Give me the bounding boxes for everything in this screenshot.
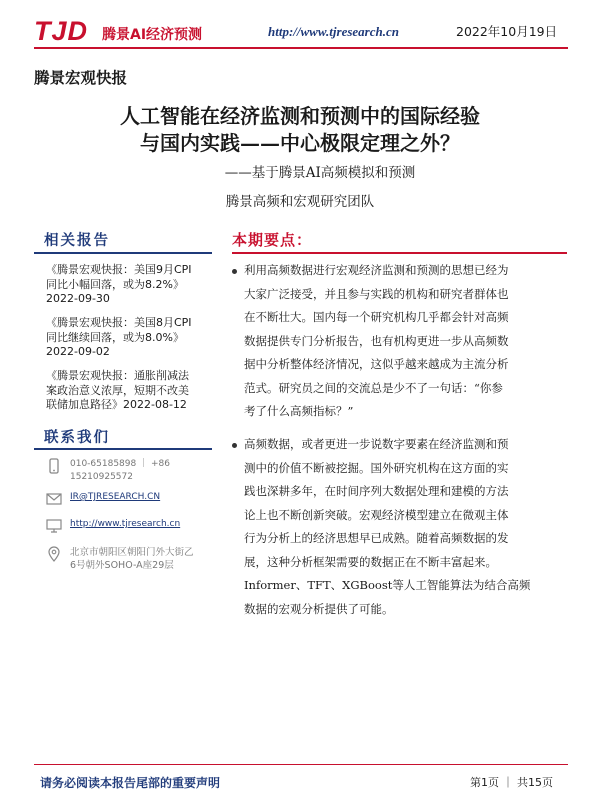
related-report-item[interactable] bbox=[46, 263, 214, 307]
contact-website[interactable] bbox=[46, 518, 180, 534]
related-report-title: 同比继续回落，或为8.0%》 bbox=[46, 330, 184, 344]
related-reports-divider bbox=[34, 252, 212, 254]
key-point-paragraph-2: 高频数据，或者更进一步说数字要素在经济监测和预 测中的价值不断被挖掘。国外研究机构在这方面的实 践也深耕多年，在时间序列大数据处理和建模的方法 论上也不断创新突破。宏观经济模型建立在微观主体 行为分析上的经济思想早已成熟。随着高频数据的发 展，这种分析框架需要的数据正在不断丰富起来。 Informer、TFT、XGBoost等人工智能算法为结合高频 数据的宏观分析提供了可能。 bbox=[244, 437, 531, 616]
monitor-icon bbox=[46, 518, 62, 534]
brand-logo: TJD bbox=[34, 16, 89, 46]
page-number: 第1页 ｜ 共15页 bbox=[470, 776, 553, 789]
phone-number: 010-65185898 ｜ +86 bbox=[70, 459, 170, 469]
related-report-date: 2022-09-02 bbox=[46, 345, 110, 358]
disclaimer-notice: 请务必阅读本报告尾部的重要声明 bbox=[40, 776, 221, 790]
email-link[interactable]: IR@TJRESEARCH.CN bbox=[70, 492, 161, 502]
report-author-team: 腾景高频和宏观研究团队 bbox=[225, 194, 375, 210]
bullet-marker bbox=[232, 443, 237, 448]
contact-phone bbox=[46, 458, 170, 484]
related-report-date: 2022-09-30 bbox=[46, 292, 110, 305]
related-report-title: 联储加息路径》2022-08-12 bbox=[46, 398, 187, 411]
brand-logo-subtitle: 腾景AI经济预测 bbox=[102, 27, 203, 43]
related-report-item[interactable] bbox=[46, 316, 214, 360]
report-title-line-2: 与国内实践——中心极限定理之外？ bbox=[140, 131, 460, 155]
email-icon bbox=[46, 491, 62, 507]
related-report-title: 同比小幅回落，或为8.2%》 bbox=[46, 277, 184, 291]
report-title-line-1: 人工智能在经济监测和预测中的国际经验 bbox=[120, 104, 480, 128]
related-report-date: 2022-08-12 bbox=[123, 398, 187, 411]
report-date: 2022年10月19日 bbox=[456, 24, 558, 39]
related-report-title: 《腾景宏观快报：美国8月CPI bbox=[46, 316, 192, 329]
header-divider bbox=[34, 47, 568, 49]
bullet-marker bbox=[232, 269, 237, 274]
report-subtitle: ——基于腾景AI高频模拟和预测 bbox=[224, 165, 416, 181]
related-report-title: 案政治意义浓厚，短期不改美 bbox=[46, 383, 189, 397]
related-report-title: 《腾景宏观快报：通胀削减法 bbox=[46, 369, 189, 382]
contact-divider bbox=[34, 448, 212, 450]
location-pin-icon bbox=[46, 546, 62, 562]
footer-divider bbox=[34, 764, 568, 765]
key-points-heading: 本期要点： bbox=[232, 231, 313, 249]
address-line-1: 北京市朝阳区朝阳门外大街乙 bbox=[70, 547, 194, 558]
phone-number-mobile: 15210925572 bbox=[70, 472, 133, 482]
key-point-paragraph-1: 利用高频数据进行宏观经济监测和预测的思想已经为 大家广泛接受，并且参与实践的机构和研究者群体也 在不断壮大。国内每一个研究机构几乎都会针对高频 数据提供专门分析报告，也有机构更进一步从高频数 据中分析整体经济情况，这似乎越来越成为主流分析 范式。研究员之间的交流总是少不了一句话：“你参 考了什么高频指标？” bbox=[244, 263, 509, 418]
contact-address bbox=[46, 546, 194, 572]
key-points-divider bbox=[232, 252, 567, 254]
address-line-2: 6号朝外SOHO-A座29层 bbox=[70, 560, 174, 571]
contact-heading: 联系我们 bbox=[44, 429, 110, 446]
header-website-link[interactable]: http://www.tjresearch.cn bbox=[268, 24, 399, 39]
related-report-item[interactable] bbox=[46, 369, 214, 413]
phone-icon bbox=[46, 458, 62, 474]
contact-email[interactable] bbox=[46, 491, 160, 507]
related-report-title: 《腾景宏观快报：美国9月CPI bbox=[46, 263, 192, 276]
related-reports-heading: 相关报告 bbox=[44, 232, 110, 249]
report-series-label: 腾景宏观快报 bbox=[34, 69, 128, 87]
website-link[interactable]: http://www.tjresearch.cn bbox=[70, 519, 181, 529]
